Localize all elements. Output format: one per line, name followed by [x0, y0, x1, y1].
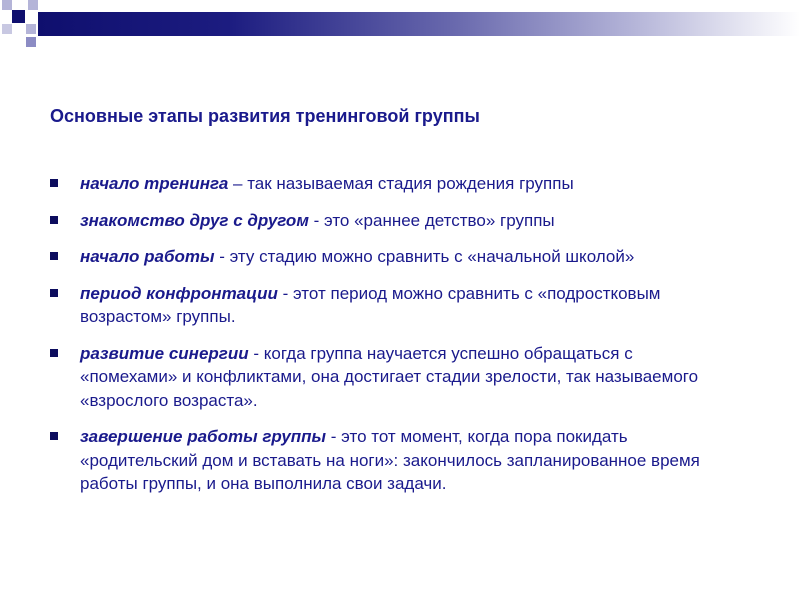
item-text: - когда группа научается успешно обращаться с: [248, 343, 633, 363]
decor-square-mid: [26, 37, 36, 47]
item-term: начало работы: [80, 247, 215, 266]
item-text: - это тот момент, когда пора покидать: [326, 427, 628, 446]
item-term: период конфронтации: [80, 283, 278, 303]
item-text: – так называемая стадия рождения группы: [228, 174, 574, 193]
decor-square-light: [26, 24, 36, 34]
header-band: [38, 12, 800, 36]
item-line: «помехами» и конфликтами, она достигает стадии зрелости, так называемого: [80, 367, 699, 386]
decor-square-dark: [12, 10, 25, 23]
item-term: знакомство друг с другом: [80, 210, 309, 230]
stage-list: [50, 172, 800, 496]
item-line: [80, 425, 800, 449]
item-term: начало тренинга: [80, 174, 229, 193]
list-item: [50, 245, 800, 269]
item-text: - эту стадию можно сравнить с «начальной школой»: [214, 247, 635, 266]
bullet-icon: [50, 432, 58, 440]
bullet-icon: [50, 179, 58, 187]
list-item: [50, 282, 800, 329]
item-line: [80, 209, 800, 233]
item-term: завершение работы группы: [80, 427, 327, 446]
item-text: - это «раннее детство» группы: [308, 210, 555, 230]
item-line: [80, 282, 800, 306]
item-line: [80, 172, 800, 196]
item-line: возрастом» группы.: [80, 307, 236, 326]
item-line: [80, 342, 800, 366]
item-term: развитие синергии: [80, 343, 249, 363]
bullet-icon: [50, 216, 58, 224]
list-item: [50, 172, 800, 196]
bullet-icon: [50, 349, 58, 357]
decor-square-light: [2, 0, 12, 10]
list-item: [50, 425, 800, 496]
item-line: [80, 245, 800, 269]
item-line: «взрослого возраста».: [80, 390, 258, 410]
list-item: [50, 209, 800, 233]
item-text: - этот период можно сравнить с «подростковым: [277, 283, 661, 303]
decor-square-light: [2, 24, 12, 34]
page-title: Основные этапы развития тренинговой группы: [50, 106, 480, 126]
list-item: [50, 342, 800, 413]
item-line: «родительский дом и вставать на ноги»: закончилось запланированное время: [80, 450, 700, 470]
bullet-icon: [50, 252, 58, 260]
item-line: работы группы, и она выполнила свои задачи.: [80, 474, 447, 493]
decor-square-light: [28, 0, 38, 10]
bullet-icon: [50, 289, 58, 297]
